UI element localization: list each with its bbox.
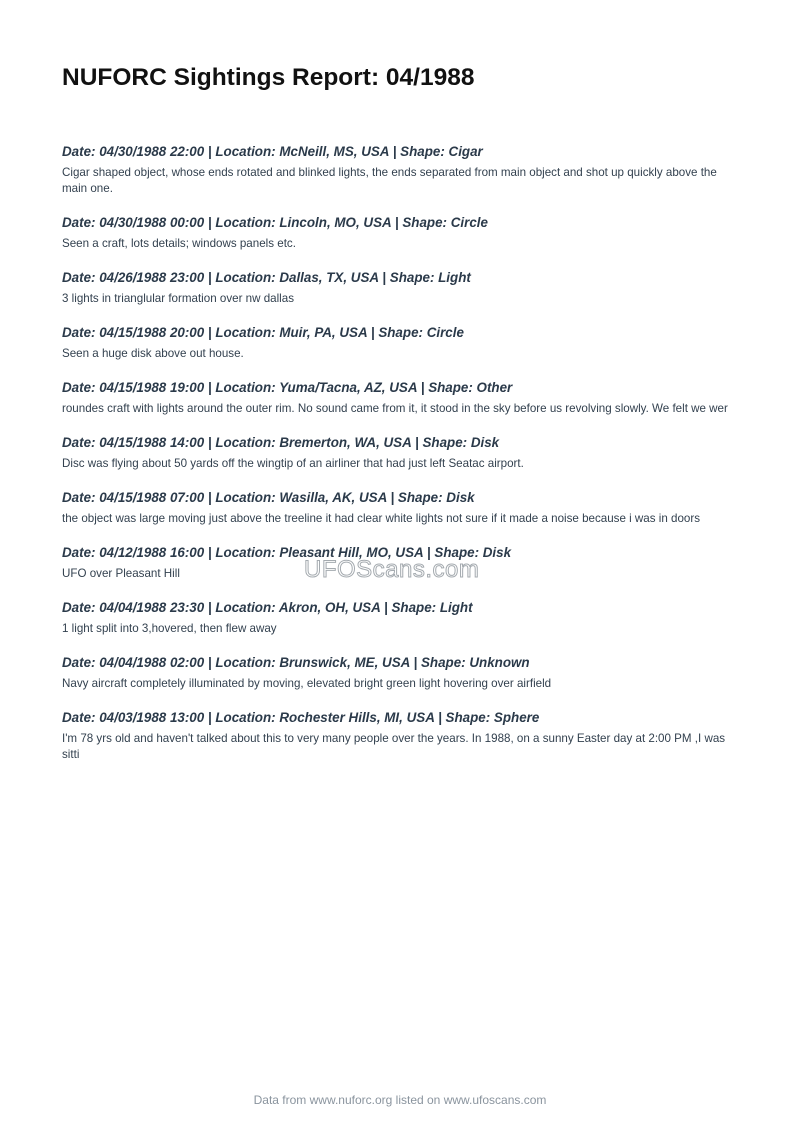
report-description: Navy aircraft completely illuminated by moving, elevated bright green light hovering over airfield [62, 677, 552, 690]
report-header: Date: 04/04/1988 23:30 | Location: Akron, OH, USA | Shape: Light [62, 600, 473, 615]
report-entry [62, 708, 738, 763]
report-entry [62, 323, 738, 362]
page-title: NUFORC Sightings Report: 04/1988 [62, 64, 475, 91]
report-description: Disc was flying about 50 yards off the wingtip of an airliner that had just left Seatac airport. [62, 457, 524, 470]
report-description: UFO over Pleasant Hill [62, 567, 180, 580]
report-entry [62, 488, 738, 527]
report-description: Seen a craft, lots details; windows panels etc. [62, 237, 296, 250]
report-description: 1 light split into 3,hovered, then flew away [62, 622, 277, 635]
report-description: roundes craft with lights around the outer rim. No sound came from it, it stood in the sky before us revolving slowly. We felt we wer [62, 402, 728, 415]
report-description: the object was large moving just above the treeline it had clear white lights not sure if it made a noise because i was in doors [62, 512, 701, 525]
report-header: Date: 04/26/1988 23:00 | Location: Dallas, TX, USA | Shape: Light [62, 270, 471, 285]
report-description: Cigar shaped object, whose ends rotated and blinked lights, the ends separated from main object and shot up quickly above the main one. [62, 166, 717, 195]
report-header: Date: 04/15/1988 14:00 | Location: Bremerton, WA, USA | Shape: Disk [62, 435, 500, 450]
report-description: 3 lights in trianglular formation over nw dallas [62, 292, 294, 305]
report-header: Date: 04/12/1988 16:00 | Location: Pleasant Hill, MO, USA | Shape: Disk [62, 545, 512, 560]
report-header: Date: 04/30/1988 00:00 | Location: Lincoln, MO, USA | Shape: Circle [62, 215, 488, 230]
report-description: I'm 78 yrs old and haven't talked about this to very many people over the years. In 1988, on a sunny Easter day at 2:00 PM ,I was sitti [62, 732, 726, 761]
report-entry [62, 653, 738, 692]
report-entry [62, 378, 738, 417]
report-description: Seen a huge disk above out house. [62, 347, 244, 360]
report-header: Date: 04/15/1988 19:00 | Location: Yuma/Tacna, AZ, USA | Shape: Other [62, 380, 513, 395]
report-header: Date: 04/15/1988 20:00 | Location: Muir, PA, USA | Shape: Circle [62, 325, 464, 340]
report-list [62, 142, 738, 763]
report-entry [62, 433, 738, 472]
report-entry [62, 142, 738, 197]
report-header: Date: 04/03/1988 13:00 | Location: Rochester Hills, MI, USA | Shape: Sphere [62, 710, 540, 725]
page-footer: Data from www.nuforc.org listed on www.ufoscans.com [253, 1093, 547, 1107]
report-entry [62, 543, 738, 582]
watermark: UFOScans.com [304, 556, 480, 583]
report-header: Date: 04/15/1988 07:00 | Location: Wasilla, AK, USA | Shape: Disk [62, 490, 475, 505]
report-entry [62, 213, 738, 252]
report-header: Date: 04/30/1988 22:00 | Location: McNeill, MS, USA | Shape: Cigar [62, 144, 483, 159]
report-entry [62, 268, 738, 307]
report-header: Date: 04/04/1988 02:00 | Location: Brunswick, ME, USA | Shape: Unknown [62, 655, 530, 670]
report-entry [62, 598, 738, 637]
